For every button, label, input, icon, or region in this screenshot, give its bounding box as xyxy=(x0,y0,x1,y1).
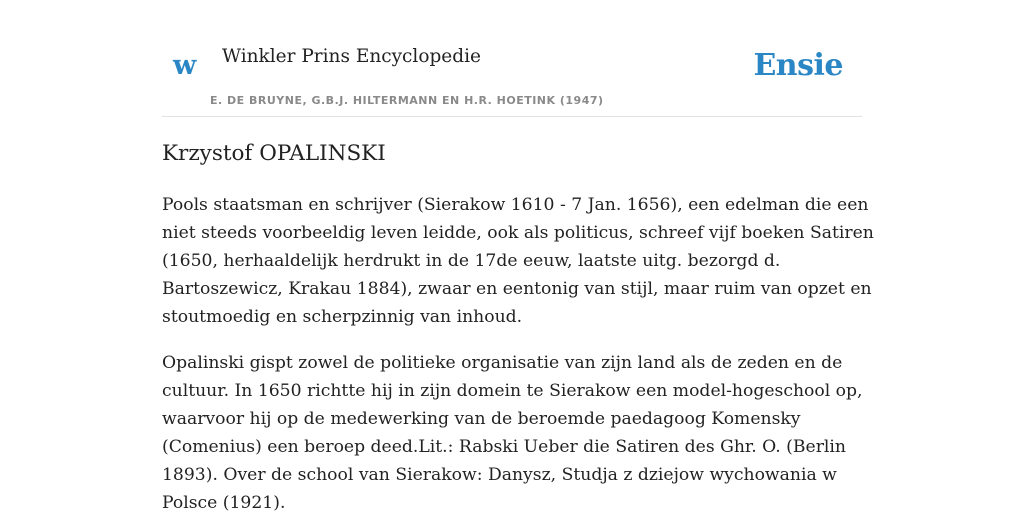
publication-logo[interactable]: w xyxy=(173,50,197,81)
article-title: Krzystof OPALINSKI xyxy=(162,141,386,166)
paragraph-line: cultuur. In 1650 richtte hij in zijn domein te Sierakow een model-hogeschool op, xyxy=(162,381,863,401)
paragraph-line: Pools staatsman en schrijver (Sierakow 1610 - 7 Jan. 1656), een edelman die een xyxy=(162,195,869,215)
paragraph-line: 1893). Over de school van Sierakow: Danysz, Studja z dziejow wychowania w xyxy=(162,465,837,485)
paragraph-line: Bartoszewicz, Krakau 1884), zwaar en eentonig van stijl, maar ruim van opzet en xyxy=(162,279,872,299)
article-paragraph-1 xyxy=(162,191,874,331)
publication-title[interactable]: Winkler Prins Encyclopedie xyxy=(222,46,481,67)
publication-authors: E. DE BRUYNE, G.B.J. HILTERMANN EN H.R. HOETINK (1947) xyxy=(210,94,604,107)
paragraph-line: waarvoor hij op de medewerking van de beroemde paedagoog Komensky xyxy=(162,409,801,429)
paragraph-line: Opalinski gispt zowel de politieke organisatie van zijn land als de zeden en de xyxy=(162,353,843,373)
article-paragraph-2 xyxy=(162,349,862,512)
ensie-brand-logo[interactable]: Ensie xyxy=(753,48,843,83)
paragraph-line: (1650, herhaaldelijk herdrukt in de 17de eeuw, laatste uitg. bezorgd d. xyxy=(162,251,781,271)
article xyxy=(162,139,874,512)
paragraph-line: niet steeds voorbeeldig leven leidde, ook als politicus, schreef vijf boeken Satiren xyxy=(162,223,874,243)
paragraph-line: stoutmoedig en scherpzinnig van inhoud. xyxy=(162,307,523,327)
page-header xyxy=(162,0,862,117)
paragraph-line: (Comenius) een beroep deed.Lit.: Rabski Ueber die Satiren des Ghr. O. (Berlin xyxy=(162,437,846,457)
paragraph-line: Polsce (1921). xyxy=(162,493,286,512)
